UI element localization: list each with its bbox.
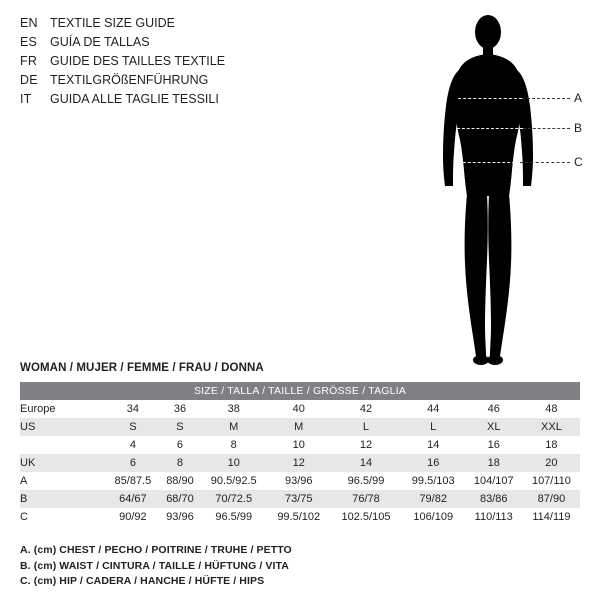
table-row: [20, 454, 580, 472]
cell: 20: [545, 457, 558, 469]
measure-leader-c: [520, 162, 570, 163]
legend-row: [20, 92, 320, 111]
size-table: [20, 382, 580, 526]
legend-text: GUIDA ALLE TAGLIE TESSILI: [50, 92, 219, 106]
female-silhouette-icon: [400, 10, 590, 370]
row-label: Europe: [20, 403, 56, 415]
measure-line-b: [457, 128, 523, 129]
cell: 18: [487, 457, 500, 469]
legend-code: IT: [20, 92, 32, 106]
row-label: B: [20, 493, 28, 505]
measure-line-c: [458, 162, 520, 163]
legend-text: GUIDE DES TAILLES TEXTILE: [50, 54, 226, 68]
cell: 42: [359, 403, 373, 415]
cell: 12: [359, 439, 373, 451]
row-label: [20, 436, 106, 454]
footnote-c: C. (cm) HIP / CADERA / HANCHE / HÜFTE / HIPS: [20, 575, 265, 587]
cell: M: [294, 421, 304, 433]
legend-text: GUÍA DE TALLAS: [50, 35, 150, 49]
cell: 4: [129, 439, 136, 451]
measurement-footnotes: [20, 543, 540, 590]
cell: L: [362, 421, 370, 433]
legend-row: [20, 54, 320, 73]
cell: 102.5/105: [341, 511, 391, 523]
legend-code: FR: [20, 54, 38, 68]
language-legend: [20, 16, 320, 111]
legend-code: EN: [20, 16, 38, 30]
table-row: [20, 400, 580, 418]
cell: 14: [359, 457, 373, 469]
cell: 14: [427, 439, 440, 451]
cell: 16: [487, 439, 500, 451]
table-header-label: SIZE / TALLA / TAILLE / GRÖSSE / TAGLIA: [20, 382, 580, 400]
cell: 88/90: [166, 475, 194, 487]
table-row: [20, 418, 580, 436]
cell: 12: [292, 457, 305, 469]
cell: 10: [227, 457, 240, 469]
footnote-a: A. (cm) CHEST / PECHO / POITRINE / TRUHE / PETTO: [20, 544, 292, 556]
cell: L: [430, 421, 437, 433]
measure-label-a: A: [574, 91, 583, 105]
cell: 73/75: [284, 493, 313, 505]
cell: 99.5/103: [411, 475, 455, 487]
cell: M: [229, 421, 239, 433]
measure-leader-a: [522, 98, 570, 99]
cell: S: [129, 421, 137, 433]
legend-row: [20, 16, 320, 35]
table-row: [20, 490, 580, 508]
measure-line-a: [458, 98, 522, 99]
row-label: C: [20, 511, 28, 523]
table-row: [20, 472, 580, 490]
row-label: UK: [20, 457, 36, 469]
cell: 99.5/102: [277, 511, 321, 523]
section-heading-woman: WOMAN / MUJER / FEMME / FRAU / DONNA: [20, 362, 264, 374]
female-figure: [400, 10, 590, 370]
cell: 114/119: [532, 511, 571, 523]
cell: 10: [292, 439, 305, 451]
legend-code: DE: [20, 73, 38, 87]
cell: 16: [427, 457, 440, 469]
cell: 76/78: [352, 493, 380, 505]
cell: 6: [176, 439, 184, 451]
cell: XXL: [541, 421, 562, 433]
row-label: US: [20, 421, 36, 433]
cell: 93/96: [166, 511, 194, 523]
measure-leader-b: [523, 128, 570, 129]
cell: 6: [129, 457, 136, 469]
cell: 83/86: [479, 493, 508, 505]
cell: 96.5/99: [347, 475, 385, 487]
table-row: [20, 436, 580, 454]
measure-label-b: B: [574, 121, 583, 135]
cell: 70/72.5: [215, 493, 253, 505]
cell: 38: [227, 403, 240, 415]
cell: 90.5/92.5: [210, 475, 257, 487]
legend-row: [20, 35, 320, 54]
row-label: A: [20, 475, 28, 487]
cell: 107/110: [531, 475, 571, 487]
cell: 96.5/99: [215, 511, 253, 523]
size-table-wrapper: [20, 382, 580, 526]
cell: 106/109: [413, 511, 454, 523]
cell: 110/113: [474, 511, 513, 523]
cell: S: [176, 421, 184, 433]
table-row: [20, 508, 580, 526]
legend-row: [20, 73, 320, 92]
cell: XL: [486, 421, 501, 433]
cell: 90/92: [119, 511, 147, 523]
legend-text: TEXTILGRÖßENFÜHRUNG: [50, 73, 209, 87]
cell: 48: [545, 403, 558, 415]
legend-code: ES: [20, 35, 38, 49]
cell: 85/87.5: [114, 475, 152, 487]
cell: 104/107: [473, 475, 514, 487]
measure-label-c: C: [574, 155, 583, 169]
table-header-row: [20, 382, 580, 400]
cell: 40: [292, 403, 305, 415]
cell: 64/67: [119, 493, 147, 505]
cell: 8: [176, 457, 184, 469]
cell: 46: [487, 403, 500, 415]
cell: 34: [126, 403, 140, 415]
cell: 44: [427, 403, 440, 415]
footnote-b: B. (cm) WAIST / CINTURA / TAILLE / HÜFTUNG / VITA: [20, 559, 289, 572]
legend-text: TEXTILE SIZE GUIDE: [50, 16, 176, 30]
cell: 36: [173, 403, 187, 415]
cell: 68/70: [166, 493, 194, 505]
cell: 18: [545, 439, 558, 451]
cell: 8: [230, 439, 237, 451]
cell: 87/90: [537, 493, 566, 505]
cell: 79/82: [419, 493, 447, 505]
cell: 93/96: [284, 475, 313, 487]
